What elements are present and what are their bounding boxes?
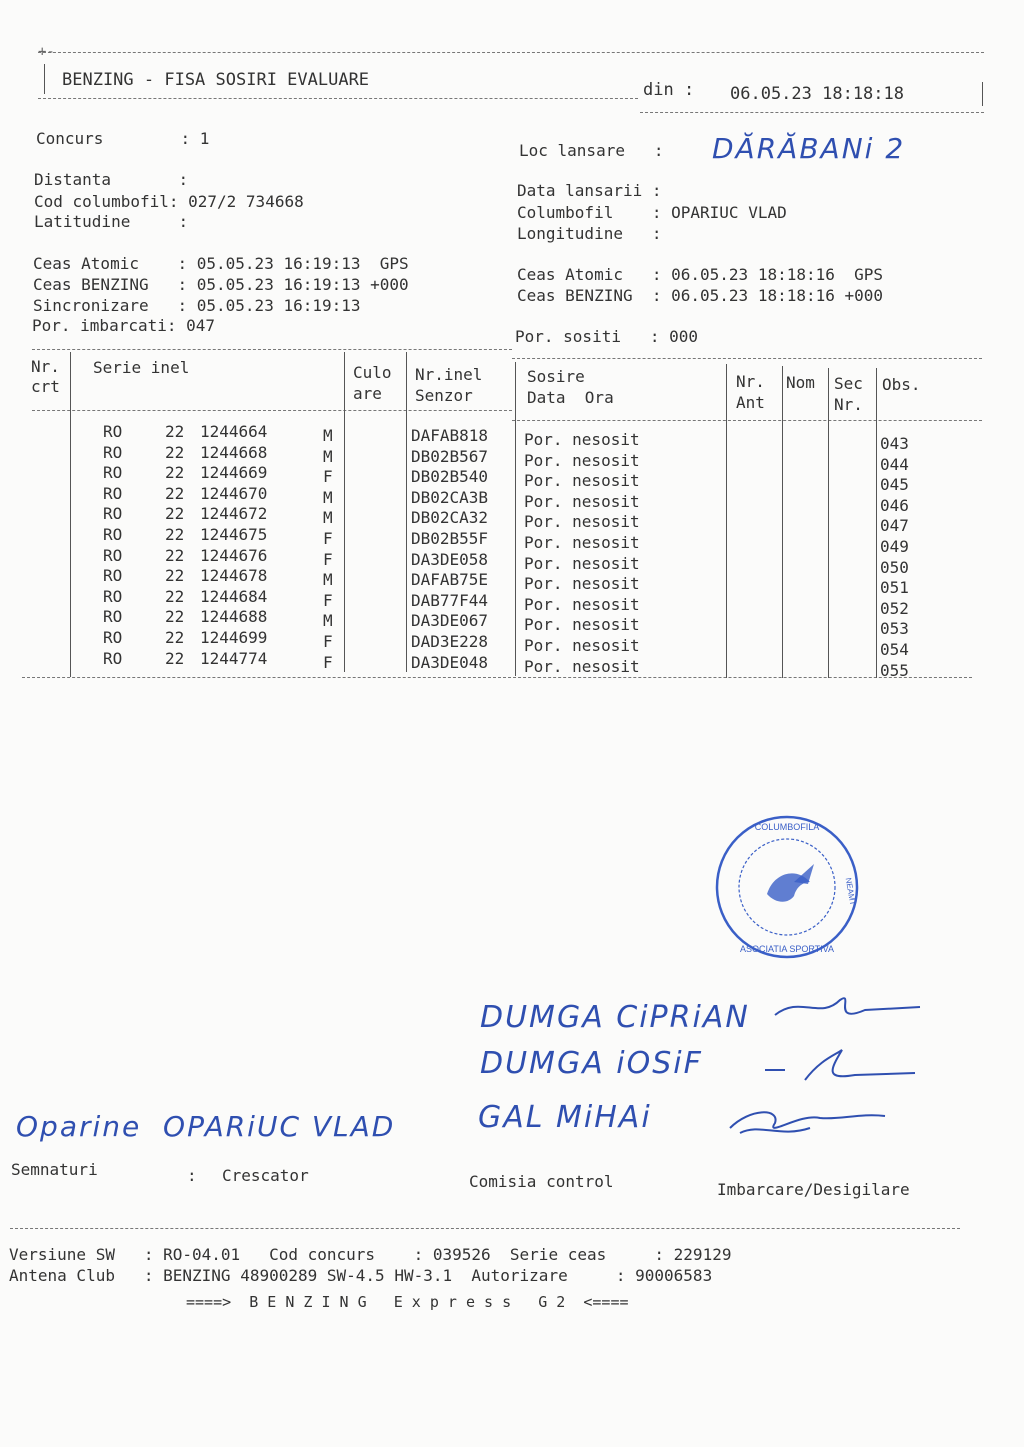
sensor-id: DB02B55F [411, 529, 489, 548]
header-nom: Nom [786, 373, 815, 392]
por-imbarcati-line: Por. imbarcati: 047 [32, 316, 216, 335]
ring-country: RO [103, 628, 123, 647]
association-stamp [712, 812, 862, 962]
header-data-ora: Data Ora [527, 388, 614, 407]
data-lansarii-line: Data lansarii : [517, 181, 662, 200]
ring-year: 22 [165, 648, 185, 668]
ring-year: 22 [165, 422, 185, 441]
sensor-id: DA3DE067 [411, 611, 489, 631]
ring-country: RO [103, 442, 123, 462]
obs-value: 044 [880, 454, 909, 474]
ring-number: 1244675 [200, 525, 268, 544]
concurs-line: Concurs : 1 [36, 129, 210, 148]
sensor-id: DAFAB818 [411, 426, 489, 445]
sex: F [323, 632, 333, 651]
header-obs: Obs. [882, 375, 921, 394]
obs-value: 053 [880, 619, 909, 639]
sensor-id: DA3DE048 [411, 652, 489, 672]
page-title: BENZING - FISA SOSIRI EVALUARE [62, 70, 370, 90]
sex: M [323, 426, 333, 445]
signature-scribble-2 [760, 1045, 920, 1090]
signature-comisia-2: DUMGA iOSiF [480, 1046, 703, 1081]
footer-antena: Antena Club : BENZING 48900289 SW-4.5 HW-3.1 Autorizare : 90006583 [9, 1266, 713, 1285]
obs-value: 049 [880, 537, 909, 556]
sex: M [323, 446, 333, 466]
obs-value: 052 [880, 598, 909, 618]
ring-country: RO [103, 525, 123, 544]
ring-country: RO [103, 607, 123, 627]
ring-country: RO [103, 545, 123, 565]
sex: M [323, 570, 333, 590]
ring-year: 22 [165, 504, 185, 524]
ring-number: 1244676 [200, 545, 268, 565]
arrival-status: Por. nesosit [524, 656, 640, 676]
imbarcare-label: Imbarcare/Desigilare [717, 1180, 910, 1199]
arrival-status: Por. nesosit [524, 553, 640, 573]
ring-number: 1244670 [200, 483, 268, 503]
obs-value: 051 [880, 578, 909, 598]
ring-year: 22 [165, 628, 185, 647]
sensor-id: DAFAB75E [411, 570, 489, 590]
loc-lansare-handwritten: DĂRĂBANi 2 [712, 132, 906, 165]
sensor-id: DA3DE058 [411, 549, 489, 569]
ring-year: 22 [165, 442, 185, 462]
sincronizare-line: Sincronizare : 05.05.23 16:19:13 [33, 296, 361, 315]
ring-country: RO [103, 504, 123, 524]
columbofil-line: Columbofil : OPARIUC VLAD [517, 203, 787, 222]
header-nr-inel: Nr.inel [415, 365, 483, 384]
header-senzor: Senzor [415, 386, 473, 405]
arrival-status: Por. nesosit [524, 636, 640, 655]
date-value: 06.05.23 18:18:18 [730, 84, 904, 104]
ring-year: 22 [165, 566, 185, 586]
sex: F [323, 652, 333, 672]
sex: M [323, 487, 333, 507]
header-nr-crt: Nr. [31, 357, 60, 376]
header-sosire: Sosire [527, 367, 585, 386]
ring-year: 22 [165, 463, 185, 483]
obs-value: 046 [880, 495, 909, 515]
signature-comisia-3: GAL MiHAi [478, 1100, 652, 1135]
header-culoare: Culo [353, 363, 392, 382]
ceas-benzing-right: Ceas BENZING : 06.05.23 18:18:16 +000 [517, 286, 884, 305]
svg-text:ASOCIATIA SPORTIVA: ASOCIATIA SPORTIVA [739, 944, 835, 954]
sex: F [323, 590, 333, 610]
arrival-status: Por. nesosit [524, 615, 640, 635]
header-nr-crt-2: crt [31, 377, 60, 396]
ring-number: 1244678 [200, 566, 268, 586]
sex: F [323, 529, 333, 548]
ring-year: 22 [165, 545, 185, 565]
comisia-label: Comisia control [469, 1172, 614, 1191]
latitudine-line: Latitudine : [34, 212, 189, 231]
header-culoare-2: are [353, 384, 382, 403]
ring-number: 1244664 [200, 422, 268, 441]
sensor-id: DB02B567 [411, 446, 489, 466]
sex: F [323, 549, 333, 569]
header-sec-nr: Nr. [834, 395, 863, 414]
semnaturi-colon: : [187, 1166, 197, 1185]
footer-versiune: Versiune SW : RO-04.01 Cod concurs : 039526 Serie ceas : 229129 [9, 1245, 732, 1264]
ring-number: 1244774 [200, 648, 268, 668]
obs-value: 055 [880, 660, 909, 680]
sex: M [323, 508, 333, 528]
ring-number: 1244684 [200, 586, 268, 606]
ring-country: RO [103, 566, 123, 586]
ring-country: RO [103, 648, 123, 668]
ring-year: 22 [165, 586, 185, 606]
ring-country: RO [103, 586, 123, 606]
obs-value: 047 [880, 516, 909, 536]
ceas-atomic-left: Ceas Atomic : 05.05.23 16:19:13 GPS [33, 254, 409, 273]
loc-lansare-line: Loc lansare : [519, 141, 664, 160]
obs-value: 050 [880, 557, 909, 577]
ring-number: 1244688 [200, 607, 268, 627]
svg-text:COLUMBOFILA: COLUMBOFILA [754, 822, 820, 832]
obs-value: 045 [880, 475, 909, 495]
sex: F [323, 467, 333, 487]
ring-year: 22 [165, 483, 185, 503]
arrival-status: Por. nesosit [524, 450, 640, 470]
svg-text:NEAMT: NEAMT [843, 876, 858, 907]
obs-value: 043 [880, 434, 909, 453]
sensor-id: DAB77F44 [411, 590, 489, 610]
sex: M [323, 611, 333, 631]
ring-country: RO [103, 422, 123, 441]
ring-number: 1244672 [200, 504, 268, 524]
por-sositi-line: Por. sositi : 000 [515, 327, 699, 346]
ring-year: 22 [165, 525, 185, 544]
ring-year: 22 [165, 607, 185, 627]
arrival-status: Por. nesosit [524, 471, 640, 491]
ring-number: 1244699 [200, 628, 268, 647]
sensor-id: DAD3E228 [411, 632, 489, 651]
sensor-id: DB02CA3B [411, 487, 489, 507]
signature-scribble-1 [770, 985, 930, 1030]
ring-country: RO [103, 483, 123, 503]
ceas-atomic-right: Ceas Atomic : 06.05.23 18:18:16 GPS [517, 265, 884, 284]
arrival-status: Por. nesosit [524, 574, 640, 594]
signature-scribble-3 [720, 1098, 890, 1143]
header-nr-ant: Nr. [736, 372, 765, 391]
signature-crescator: Oparine OPARiUC VLAD [16, 1110, 396, 1143]
arrival-status: Por. nesosit [524, 491, 640, 511]
sensor-id: DB02CA32 [411, 508, 489, 528]
signature-comisia-1: DUMGA CiPRiAN [480, 1000, 750, 1035]
crescator-label: Crescator [222, 1166, 309, 1185]
longitudine-line: Longitudine : [517, 224, 662, 243]
sensor-id: DB02B540 [411, 467, 489, 487]
ring-country: RO [103, 463, 123, 483]
date-label: din : [643, 80, 695, 100]
header-serie-inel: Serie inel [93, 358, 190, 377]
ceas-benzing-left: Ceas BENZING : 05.05.23 16:19:13 +000 [33, 275, 409, 294]
cod-columbofil-line: Cod columbofil: 027/2 734668 [34, 192, 304, 211]
footer-banner: ====> B E N Z I N G E x p r e s s G 2 <==== [186, 1293, 629, 1311]
arrival-status: Por. nesosit [524, 533, 640, 552]
obs-value: 054 [880, 640, 909, 659]
distanta-line: Distanta : [34, 170, 189, 189]
ring-number: 1244669 [200, 463, 268, 483]
arrival-status: Por. nesosit [524, 430, 640, 449]
semnaturi-label: Semnaturi [11, 1160, 98, 1179]
header-sec: Sec [834, 374, 863, 393]
arrival-status: Por. nesosit [524, 594, 640, 614]
arrival-status: Por. nesosit [524, 512, 640, 532]
ring-number: 1244668 [200, 442, 268, 462]
header-ant: Ant [736, 393, 765, 412]
